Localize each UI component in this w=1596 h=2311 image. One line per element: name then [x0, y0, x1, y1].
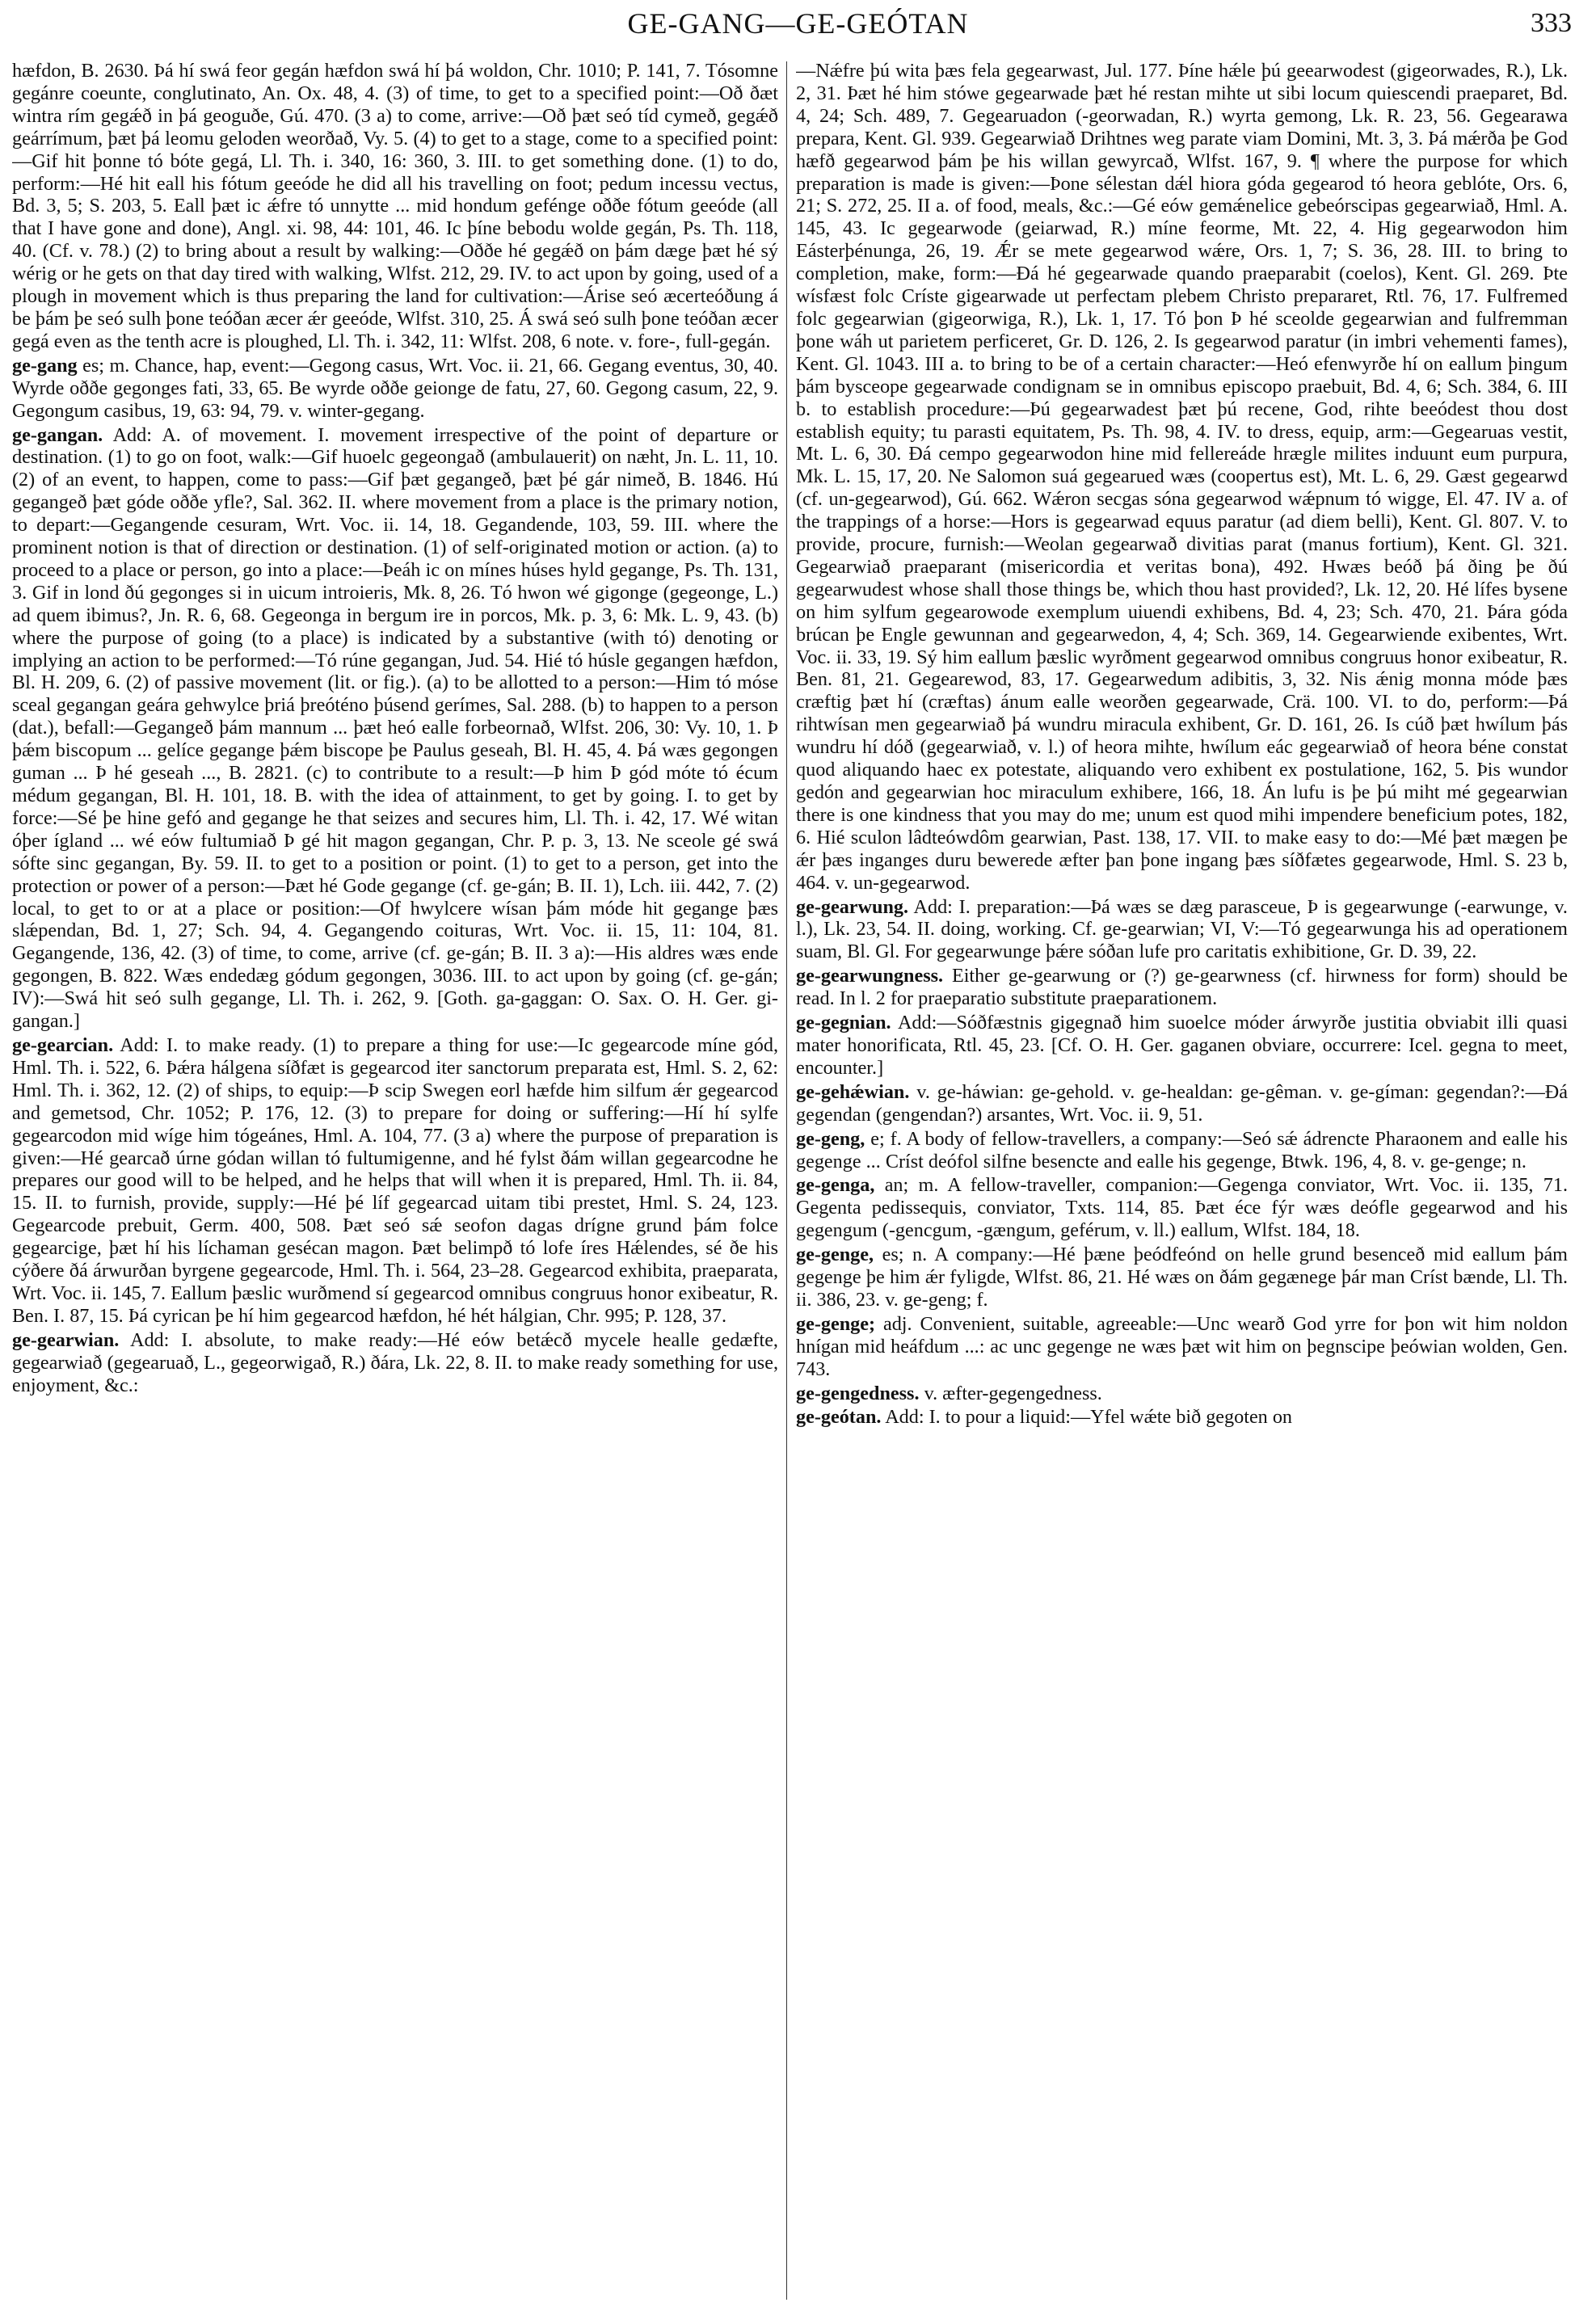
dictionary-entry: ge-gearwung. Add: I. preparation:—Þá wæs se dæg parasceue, Þ is gegearwunge (-earwunge, v. l.), Lk. 23, 54. II. doing, working. Cf. ge-gearwian; VI, V:—Tó gegearwunga his ad operationem suam, Bl. Gl. For gegearwunge þǽre sóðan lufe pro caritatis exhibitione, Gr. D. 39, 22. [796, 895, 1568, 963]
dictionary-entry: ge-gearcian. Add: I. to make ready. (1) to prepare a thing for use:—Ic gegearcode míne gód, Hml. Th. i. 522, 6. Þǽra hálgena síðfæt is gegearcod iter sanctorum preparata est, Hml. S. 2, 62: Hml. Th. i. 362, 12. (2) of ships, to equip:—Þ scip Swegen eorl hæfde him silfum ǽr gegearcod and gemetsod, Chr. 1052; P. 176, 12. (3) to prepare for doing or suffering:—Hí hí sylfe gegearcodon mid wíge him tógeánes, Hml. A. 104, 77. (3 a) where the purpose of preparation is given:—Hé gearcað úrne gódan willan tó fultumigenne, and hé fylst ðám willan gegearcodne he prepares our good will to be helped, and he helps that will when it is prepared, Hml. Th. ii. 84, 15. II. to furnish, provide, supply:—Hé þé líf gegearcad uitam tibi prestet, Hml. S. 24, 123. Gegearcode prebuit, Germ. 400, 508. Þæt seó sǽ seofon dagas drígne grund þám folce gegearcige, þæt hí his líchaman gesécan magon. Þæt belimpð tó lofe íres Hǽlendes, sé ðe his cýðere ðá árwurðan byrgene gegearcode, Hml. Th. i. 564, 23–28. Gegearcod exhibita, praeparata, Wrt. Voc. ii. 145, 7. Eallum þæslic wurðmend sí gegearcod omnibus congruus honor exibeatur, R. Ben. I. 87, 15. Þá cyrican þe hí him gegearcod hæfdon, hé hét hálgian, Chr. 995; P. 128, 37. [12, 1033, 778, 1327]
entry-headword: ge-geótan. [796, 1406, 882, 1429]
entry-headword: ge-gangan. [12, 423, 103, 446]
dictionary-entry: ge-genga, an; m. A fellow-traveller, companion:—Gegenga conviator, Wrt. Voc. ii. 135, 71. Gegenta pedissequis, conviator, Txts. 114, 85. Þæt éce fýr wæs deófle gegearwod and his gegengum (-gencgum, -gængum, geférum, v. ll.) eallum, Wlfst. 184, 18. [796, 1174, 1568, 1242]
dictionary-entry: ge-genge; adj. Convenient, suitable, agreeable:—Unc wearð God yrre for þon wit him noldon hnígan mid heáfdum ...: ac unc gegenge ne wæs þæt wit him on þegnscipe þeówian wolden, Gen. 743. [796, 1312, 1568, 1380]
entry-headword: ge-genge, [796, 1244, 874, 1266]
entry-headword: ge-gengedness. [796, 1382, 920, 1404]
entry-headword: ge-gegnian. [796, 1012, 891, 1034]
entry-headword: ge-gearwungness. [796, 965, 944, 987]
dictionary-entry: ge-gehǽwian. v. ge-háwian: ge-gehold. v. ge-healdan: ge-gêman. v. ge-gíman: gegendan?:—Ðá gegendan (gengendan?) arsantes, Wrt. Voc. ii. 9, 51. [796, 1080, 1568, 1126]
dictionary-entry: ge-gegnian. Add:—Sóðfæstnis gigegnað him suoelce móder árwyrðe justitia obviabit illi quasi mater honorificata, Rtl. 45, 23. [Cf. O. H. Ger. gaganen obviare, occurrere: Icel. gegna to meet, encounter.] [796, 1012, 1568, 1079]
entry-headword: ge-gang [12, 354, 78, 377]
entry-headword: ge-gehǽwian. [796, 1080, 910, 1103]
entry-headword: ge-genga, [796, 1174, 875, 1197]
entry-headword: ge-geng, [796, 1127, 865, 1150]
dictionary-entry: ge-gearwungness. Either ge-gearwung or (?) ge-gearwness (cf. hirwness for form) should be read. In l. 2 for praeparatio substitute praeparationem. [796, 965, 1568, 1010]
dictionary-entry: ge-geótan. Add: I. to pour a liquid:—Yfel wǽte bið gegoten on [796, 1406, 1293, 1429]
dictionary-entry: hæfdon, B. 2630. Þá hí swá feor gegán hæfdon swá hí þá woldon, Chr. 1010; P. 141, 7. Tósomne gegánre coeunte, conglutinato, An. Ox. 48, 4. (3) of time, to get to a specified point:—Oð ðæt wintra rím gegǽð in þá geoguðe, Gú. 470. (3 a) to come, arrive:—Oð þæt seó tíd cymeð, gegǽð geárrímum, þæt þá leomu geloden weorðað, Vy. 5. (4) to get to a stage, come to a specified point:—Gif hit þonne tó bóte gegá, Ll. Th. i. 340, 16: 360, 3. III. to get something done. (1) to do, perform:—Hé hit eall his fótum geeóde he did all his travelling on foot; pedum incessu vectus, Bd. 3, 5; S. 203, 5. Eall þæt ic ǽfre tó unnytte ... mid hondum gefénge oððe fótum geeóde (all that I have gone and done), Angl. xi. 98, 44: 101, 46. Ic þíne bebodu wolde gegán, Ps. Th. 118, 40. (Cf. v. 78.) (2) to bring about a result by walking:—Oððe hé gegǽð on þám dæge þæt hé sý wérig or he gets on that day tired with walking, Wlfst. 212, 29. IV. to act upon by going, used of a plough in movement which is thus preparing the land for cultivation:—Árise seó æcerteóðung á be þám þe seó sulh þone teóðan æcer ǽr geeóde, Wlfst. 310, 25. Á swá seó sulh þone teóðan æcer gegá even as the tenth acre is ploughed, Ll. Th. i. 342, 11: Wlfst. 208, 6 note. v. fore-, full-gegán. [12, 60, 778, 352]
page-number: 333 [1531, 8, 1572, 38]
dictionary-entry: ge-gang es; m. Chance, hap, event:—Gegong casus, Wrt. Voc. ii. 21, 66. Gegang eventus, 30, 40. Wyrde oððe gegonges fati, 33, 65. Be wyrde oððe geionge de fatu, 27, 60. Gegong casum, 22, 9. Gegongum casibus, 19, 63: 94, 79. v. winter-gegang. [12, 354, 778, 422]
dictionary-entry: ge-geng, e; f. A body of fellow-travellers, a company:—Seó sǽ ádrencte Pharaonem and ealle his gegenge ... Críst deófol silfne besencte and ealle his gegenge, Btwk. 196, 4, 8. v. ge-genge; n. [796, 1127, 1568, 1172]
left-column [12, 60, 778, 2302]
dictionary-entry: ge-genge, es; n. A company:—Hé þæne þeódfeónd on helle grund besenceð mid eallum þám gegenge þe him ǽr fyligde, Wlfst. 86, 21. Hé wæs on ðám gegænege þár man Críst bænde, Ll. Th. ii. 386, 23. v. ge-geng; f. [796, 1244, 1568, 1311]
entry-headword: ge-genge; [796, 1312, 876, 1335]
page-header [0, 6, 1596, 52]
entry-headword: ge-gearcian. [12, 1033, 114, 1056]
entry-headword: ge-gearwian. [12, 1328, 120, 1351]
right-column [796, 60, 1568, 2302]
dictionary-entry: ge-gearwian. Add: I. absolute, to make ready:—Hé eów betǽcð mycele healle gedæfte, gegearwiað (gegearuað, L., gegeorwigað, R.) ðára, Lk. 22, 8. II. to make ready something for use, enjoyment, &c.: [12, 1328, 778, 1396]
column-divider [786, 61, 787, 2300]
running-head: GE-GANG—GE-GEÓTAN [627, 7, 969, 40]
dictionary-entry: —Nǽfre þú wita þæs fela gegearwast, Jul. 177. Þíne hǽle þú geearwodest (gigeorwades, R.), Lk. 2, 31. Þæt hé him stówe gegearwade þæt hé restan mihte ut sibi locum quiescendi praeparet, Bd. 4, 24; Sch. 489, 7. Gegearuadon (-georwadan, R.) wyrta gemong, Lk. R. 23, 56. Gegearawa prepara, Kent. Gl. 939. Gegearwiað Drihtnes weg parate viam Domini, Mt. 3, 3. Þá mǽrða þe God hæfð gegearwod þám þe his willan gewyrcað, Wlfst. 167, 9. ¶ where the purpose for which preparation is made is given:—Þone sélestan dǽl hiora góda gegearod tó heora geblóte, Ors. 6, 21; S. 272, 25. II a. of food, meals, &c.:—Gé eów gemǽnelice gebeórscipas gegearwiað, Hml. A. 145, 43. Ic gegearwode (geiarwad, R.) míne feorme, Mt. 22, 4. Hig gegearwodon him Eásterþénunga, 26, 19. Ǽr se mete gegearwod wǽre, Ors. 1, 7; S. 36, 28. III. to bring to completion, make, form:—Ðá hé gegearwade quando praeparabit (coelos), Kent. Gl. 269. Þte wísfæst folc Críste gigearwade ut perfectam plebem Christo prepararet, Rtl. 76, 17. Fulfremed folc gegearwian (gigeorwiga, R.), Lk. 1, 17. Tó þon Þ hé sceolde gegearwian and fulfremman þone wáh ut parietem perficeret, Gr. D. 126, 2. Is gegearwod paratur (in imbri vehementi fames), Kent. Gl. 1043. III a. to bring to be of a certain character:—Heó efenwyrðe hí on eallum þingum þám bysceope gegearwade condignam se in omnibus episcopo praebuit, Bd. 4, 6; Sch. 384, 6. III b. to establish procedure:—Þú gegearwadest þæt þú recene, God, rihte beeódest thou dost establish equity; tu parasti equitatem, Ps. Th. 98, 4. IV. to dress, equip, arm:—Gegearuas vestit, Mt. L. 6, 30. Ðá cempo gegearwodon hine mid fellereáde hrægle milites induunt eum purpura, Mk. L. 15, 17, 20. Ne Salomon suá gegearued wæs (coopertus est), Mt. L. 6, 29. Gæst gegearwd (cf. un-gegearwod), Gú. 662. Wǽron secgas sóna gegearwod wǽpnum tó wigge, El. 47. IV a. of the trappings of a horse:—Hors is gegearwad equus paratur (ad diem belli), Kent. Gl. 807. V. to provide, procure, furnish:—Weolan gegearwað divitias parat (manus fortium), Kent. Gl. 321. Gegearwiað praeparant (misericordia et veritas bona), 492. Hwæs beóð þá ðing þe ðú gegearwudest whose shall those things be, which thou hast provided?, Lk. 12, 20. Hé lífes bysene on him sylfum gegearowode exemplum uiuendi exhibens, Bd. 4, 23; Sch. 470, 21. Þára góda brúcan þe Engle gewunnan and gegearwedon, 4, 4; Sch. 369, 14. Gegearwiende exibentes, Wrt. Voc. ii. 33, 19. Sý him eallum þæslic wyrðment gegearwod omnibus congruus honor exibeatur, R. Ben. 81, 21. Gegearewod, 83, 17. Gegearwedum adibitis, 3, 32. Nis ǽnig monna móde þæs cræftig þæt hí (cræftas) ánum ealle weorðen gegearwade, Crä. 100. VI. to do, perform:—Þá rihtwísan men gegearwiað þá wundru miracula exhibent, Gr. D. 161, 26. Is cúð þæt hwílum þás wundru hí dóð (gegearwiað, v. l.) of heora mihte, hwílum eác gegearwiað of heora béne constat quod aliquando haec ex potestate, aliquando vero exhibent ex postulatione, 162, 5. Þis wundor gedón and gegearwian hoc miraculum exhibere, 166, 18. Án lufu is þe þú miht mé gegearwian there is one kindness that you may do me; unum est quod mihi impendere beneficium potes, 182, 6. Hié sculon lâdteówdôm gearwian, Past. 138, 17. VII. to make easy to do:—Mé þæt mægen þe ǽr þæs inganges duru bewerede æfter þan þone ingang þæs síðfætes gegearwode, Hml. S. 23 b, 464. v. un-gegearwod. [796, 60, 1568, 894]
dictionary-entry: ge-gengedness. v. æfter-gegengedness. [796, 1382, 1102, 1404]
entry-headword: ge-gearwung. [796, 895, 909, 918]
dictionary-entry: ge-gangan. Add: A. of movement. I. movement irrespective of the point of departure or destination. (1) to go on foot, walk:—Gif huoelc gegeongað (ambulauerit) on næht, Jn. L. 11, 10. (2) of an event, to happen, come to pass:—Gif þæt gegangeð, þæt þé gár nimeð, B. 1846. Hú gegangeð þæt góde oððe yfle?, Sal. 362. II. where movement from a place is the primary notion, to depart:—Gegangende cesuram, Wrt. Voc. ii. 14, 18. Gegandende, 103, 59. III. where the prominent notion is that of direction or destination. (1) of self-originated motion or action. (a) to proceed to a place or person, go into a place:—Þeáh ic on mínes húses hyld gegange, Ps. Th. 131, 3. Gif in lond ðú gegonges si in uicum introieris, Mk. 8, 26. Tó hwon wé gigonge (gegeonge, L.) ad quem ibimus?, Jn. R. 6, 68. Gegeonga in bergum ire in porcos, Mk. p. 3, 6: Mk. L. 9, 43. (b) where the purpose of going (to a place) is indicated by a substantive (with tó) denoting or implying an action to be performed:—Tó rúne gegangan, Jud. 54. Hié tó húsle gegangen hæfdon, Bl. H. 209, 6. (2) of passive movement (lit. or fig.). (a) to be allotted to a person:—Him tó móse sceal gegangan geára gehwylce þriá þreóténo þúsend gerímes, Sal. 288. (b) to happen to a person (dat.), befall:—Gegangeð þám mannum ... þæt heó ealle forbeornað, Wlfst. 206, 30: Vy. 10, 1. Þ þǽm biscopum ... gelíce gegange þǽm biscope þe Paulus geseah, Bl. H. 45, 4. Þá wæs gegongen guman ... Þ hé geseah ..., B. 2821. (c) to contribute to a result:—Þ him Þ gód móte tó écum médum gegangan, Bl. H. 101, 18. B. with the idea of attainment, to get by going. I. to get by force:—Sé þe hine gefó and gegange he that seizes and secures him, Ll. Th. i. 42, 17. Wé witan óþer ígland ... wé eów fultumiað Þ gé hit magon gegangan, Chr. P. p. 3, 13. Ne sceole gé swá sófte sinc gegangan, By. 59. II. to get to a position or point. (1) to get to a person, get into the protection or power of a person:—Þæt hé Gode gegange (cf. ge-gán; B. II. 1), Lch. iii. 442, 7. (2) local, to get to or at a place or position:—Of hwylcere wísan þám móde hit gegange þæs slǽpendan, Bd. 1, 27; Sch. 94, 4. Gegangendo coituras, Wrt. Voc. ii. 15, 11: 104, 81. Gegangende, 136, 42. (3) of time, to come, arrive (cf. ge-gán; B. II. 3 a):—His aldres wæs ende gegongen, B. 822. Wæs endedæg gódum gegongen, 3036. III. to act upon by going (cf. ge-gán; IV):—Swá hit seó sulh gegange, Ll. Th. i. 262, 9. [Goth. ga-gaggan: O. Sax. O. H. Ger. gi-gangan.] [12, 423, 778, 1033]
